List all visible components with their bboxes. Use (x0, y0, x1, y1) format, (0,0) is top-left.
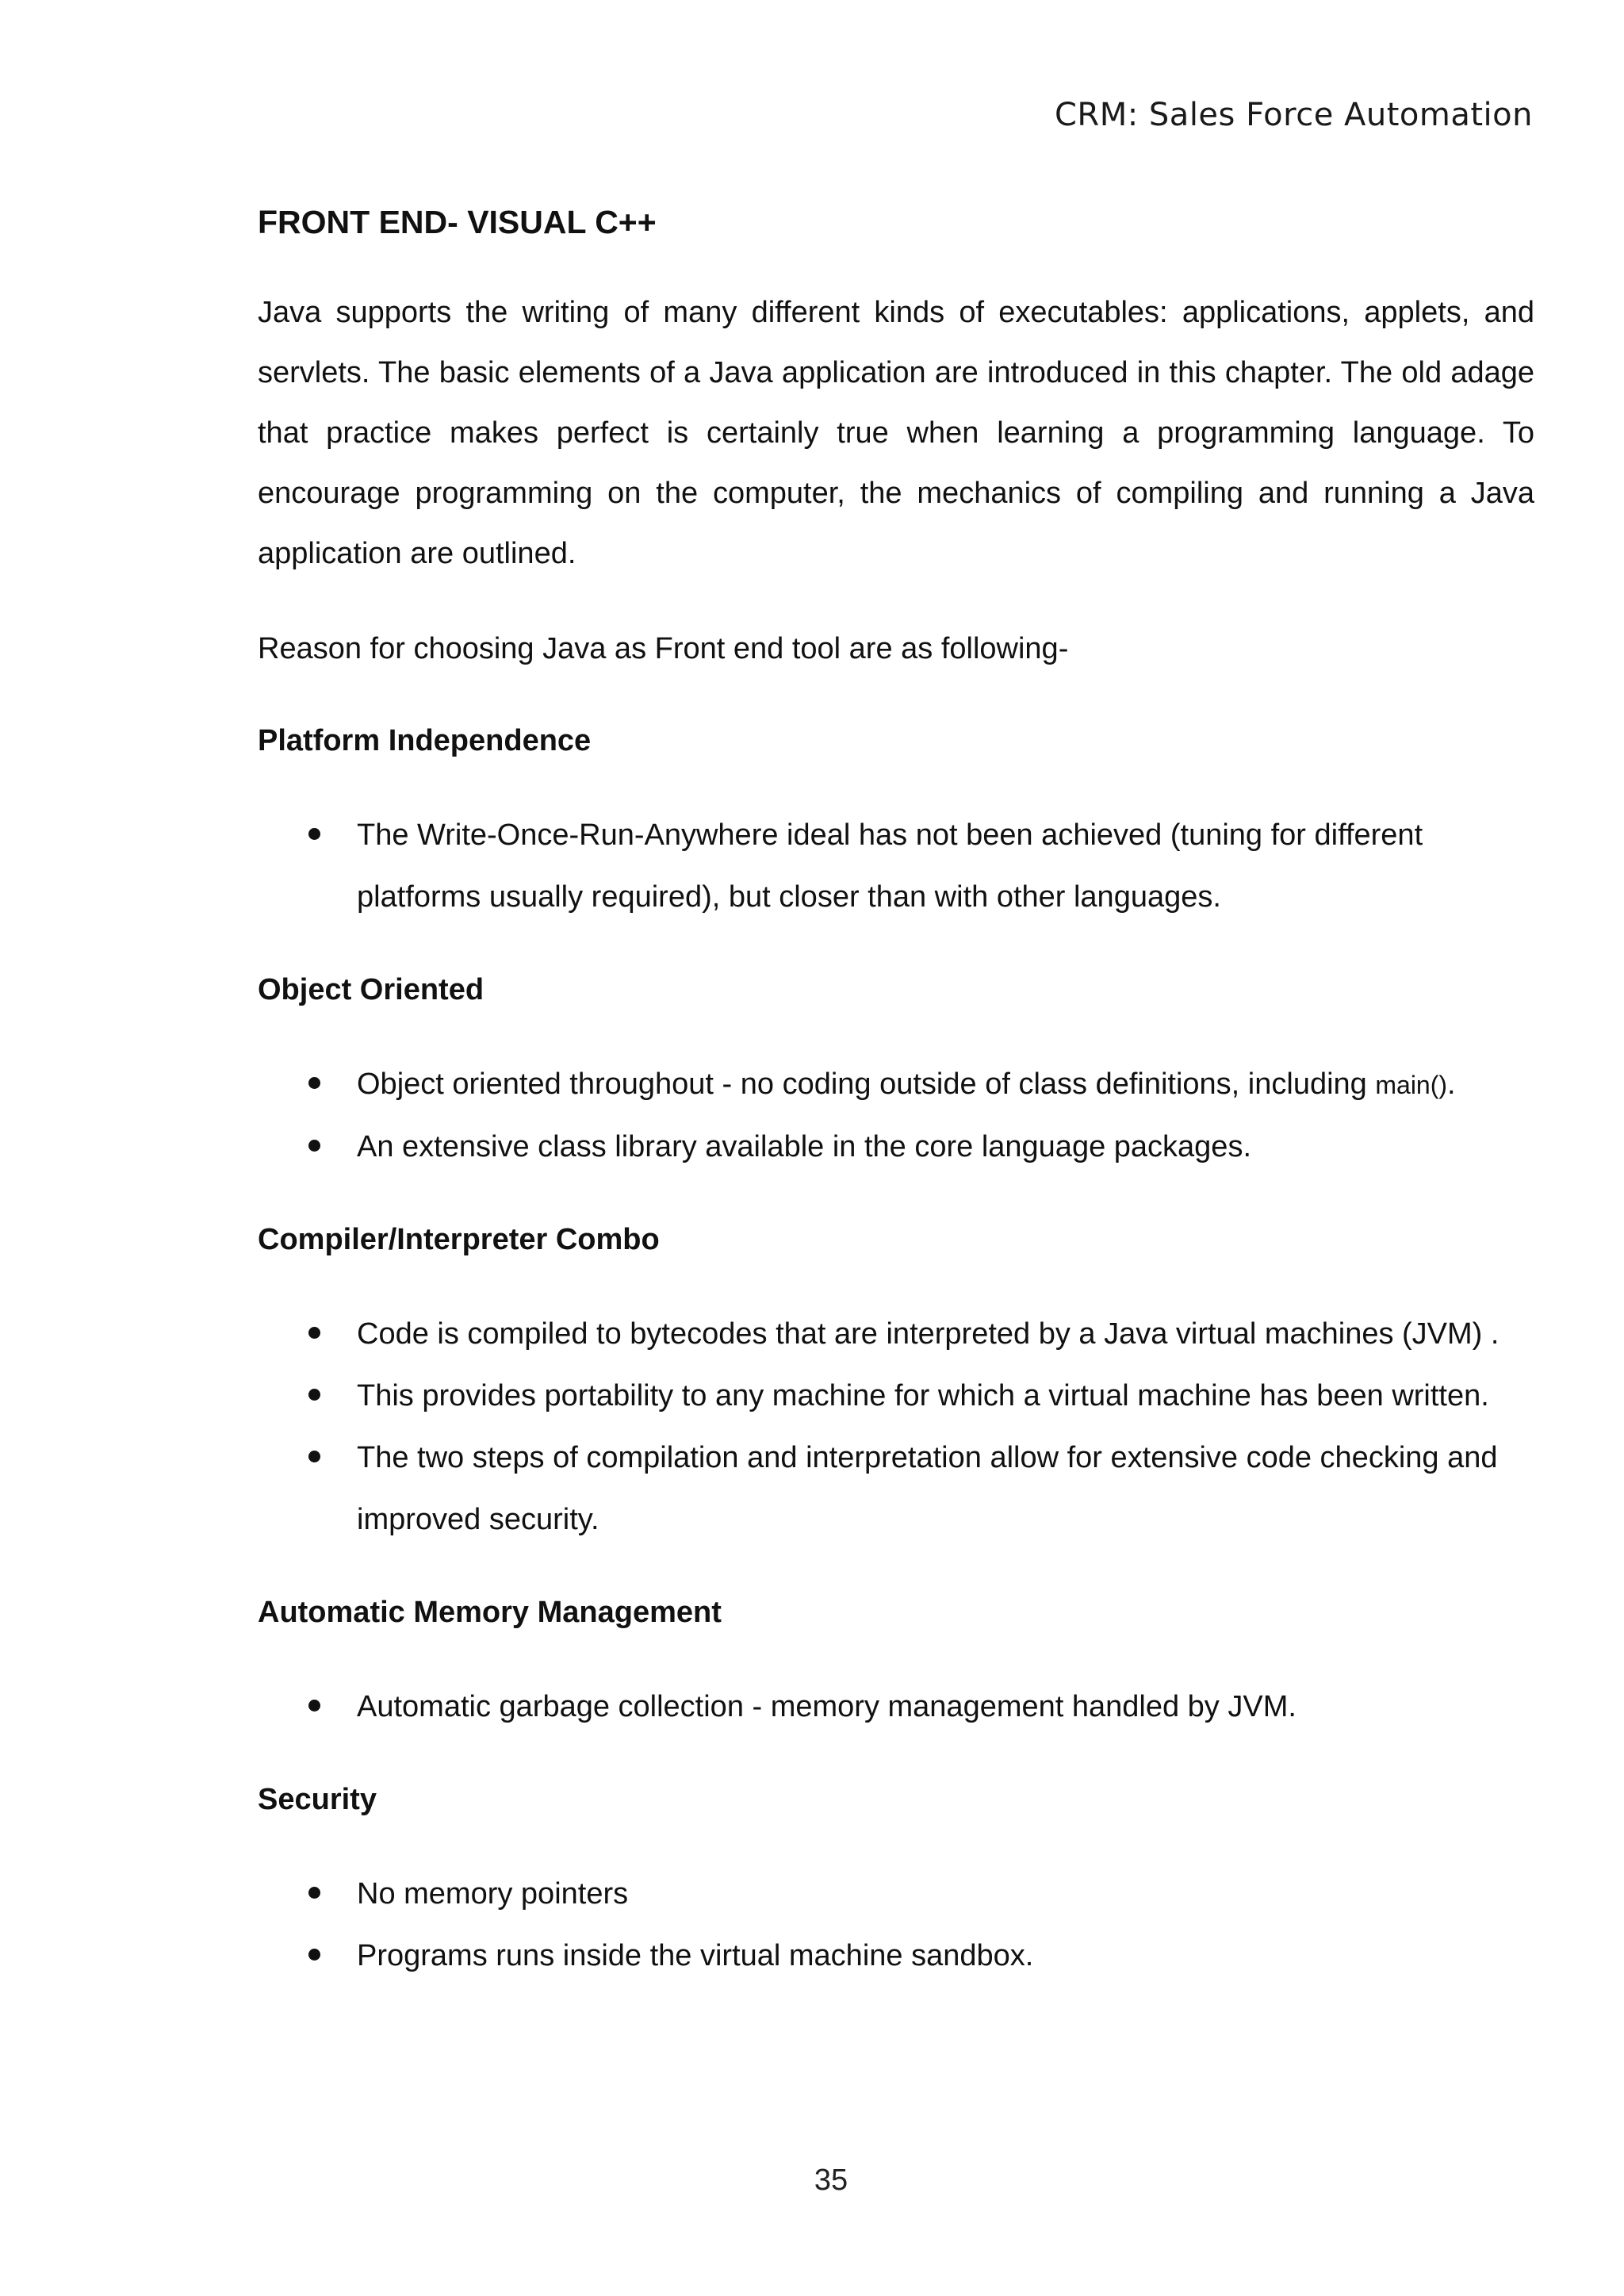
bullet-icon (308, 1389, 320, 1401)
section-heading-platform-independence: Platform Independence (258, 724, 592, 757)
bullet-list (258, 1676, 1534, 1738)
bullet-icon (308, 1077, 320, 1089)
page-title: FRONT END- VISUAL C++ (258, 204, 657, 240)
intro-line: Reason for choosing Java as Front end tool are as following- (258, 632, 1069, 665)
list-item (258, 1116, 1534, 1178)
bullet-icon (308, 1887, 320, 1899)
page-content (258, 198, 1534, 2025)
bullet-icon (308, 828, 320, 840)
running-header: CRM: Sales Force Automation (1054, 97, 1533, 133)
list-item-text: The Write-Once-Run-Anywhere ideal has not been achieved (tuning for different platforms usually required), but closer than with other languages. (357, 818, 1423, 914)
section-heading-object-oriented: Object Oriented (258, 973, 485, 1006)
list-item (258, 1303, 1534, 1365)
list-item-text: No memory pointers (357, 1877, 629, 1911)
list-item-text: The two steps of compilation and interpretation allow for extensive code checking and improved security. (357, 1441, 1498, 1536)
bullet-list (258, 1303, 1534, 1550)
section-heading-security: Security (258, 1783, 377, 1816)
bullet-icon (308, 1700, 320, 1711)
inline-code: main() (1375, 1071, 1448, 1099)
list-item (258, 1863, 1534, 1925)
bullet-list (258, 1863, 1534, 1987)
bullet-icon (308, 1140, 320, 1152)
list-item (258, 1676, 1534, 1738)
section-heading-memory-management: Automatic Memory Management (258, 1596, 722, 1629)
list-item (258, 1365, 1534, 1427)
list-item-text: Programs runs inside the virtual machine sandbox. (357, 1939, 1034, 1972)
list-item (258, 804, 1534, 928)
bullet-list (258, 804, 1534, 928)
list-item (258, 1427, 1534, 1550)
list-item-suffix: . (1447, 1068, 1456, 1101)
list-item (258, 1925, 1534, 1987)
list-item-text: Object oriented throughout - no coding outside of class definitions, including (357, 1068, 1376, 1101)
bullet-icon (308, 1451, 320, 1462)
list-item-text: This provides portability to any machine for which a virtual machine has been written. (357, 1379, 1489, 1412)
bullet-icon (308, 1949, 320, 1961)
section-heading-compiler-interpreter: Compiler/Interpreter Combo (258, 1223, 660, 1256)
page-number: 35 (814, 2164, 848, 2197)
list-item (258, 1053, 1534, 1116)
list-item-text: An extensive class library available in the core language packages. (357, 1130, 1251, 1163)
bullet-list (258, 1053, 1534, 1178)
body-paragraph: Java supports the writing of many different kinds of executables: applications, applets, and servlets. The basic elements of a Java application are introduced in this chapter. The old adage that practice makes perfect is certainly true when learning a programming language. To encourage programming on the computer, the mechanics of compiling and running a Java application are outlined. (258, 296, 1534, 570)
list-item-text: Code is compiled to bytecodes that are interpreted by a Java virtual machines (JVM) . (357, 1317, 1500, 1351)
list-item-text: Automatic garbage collection - memory management handled by JVM. (357, 1690, 1297, 1723)
bullet-icon (308, 1327, 320, 1339)
